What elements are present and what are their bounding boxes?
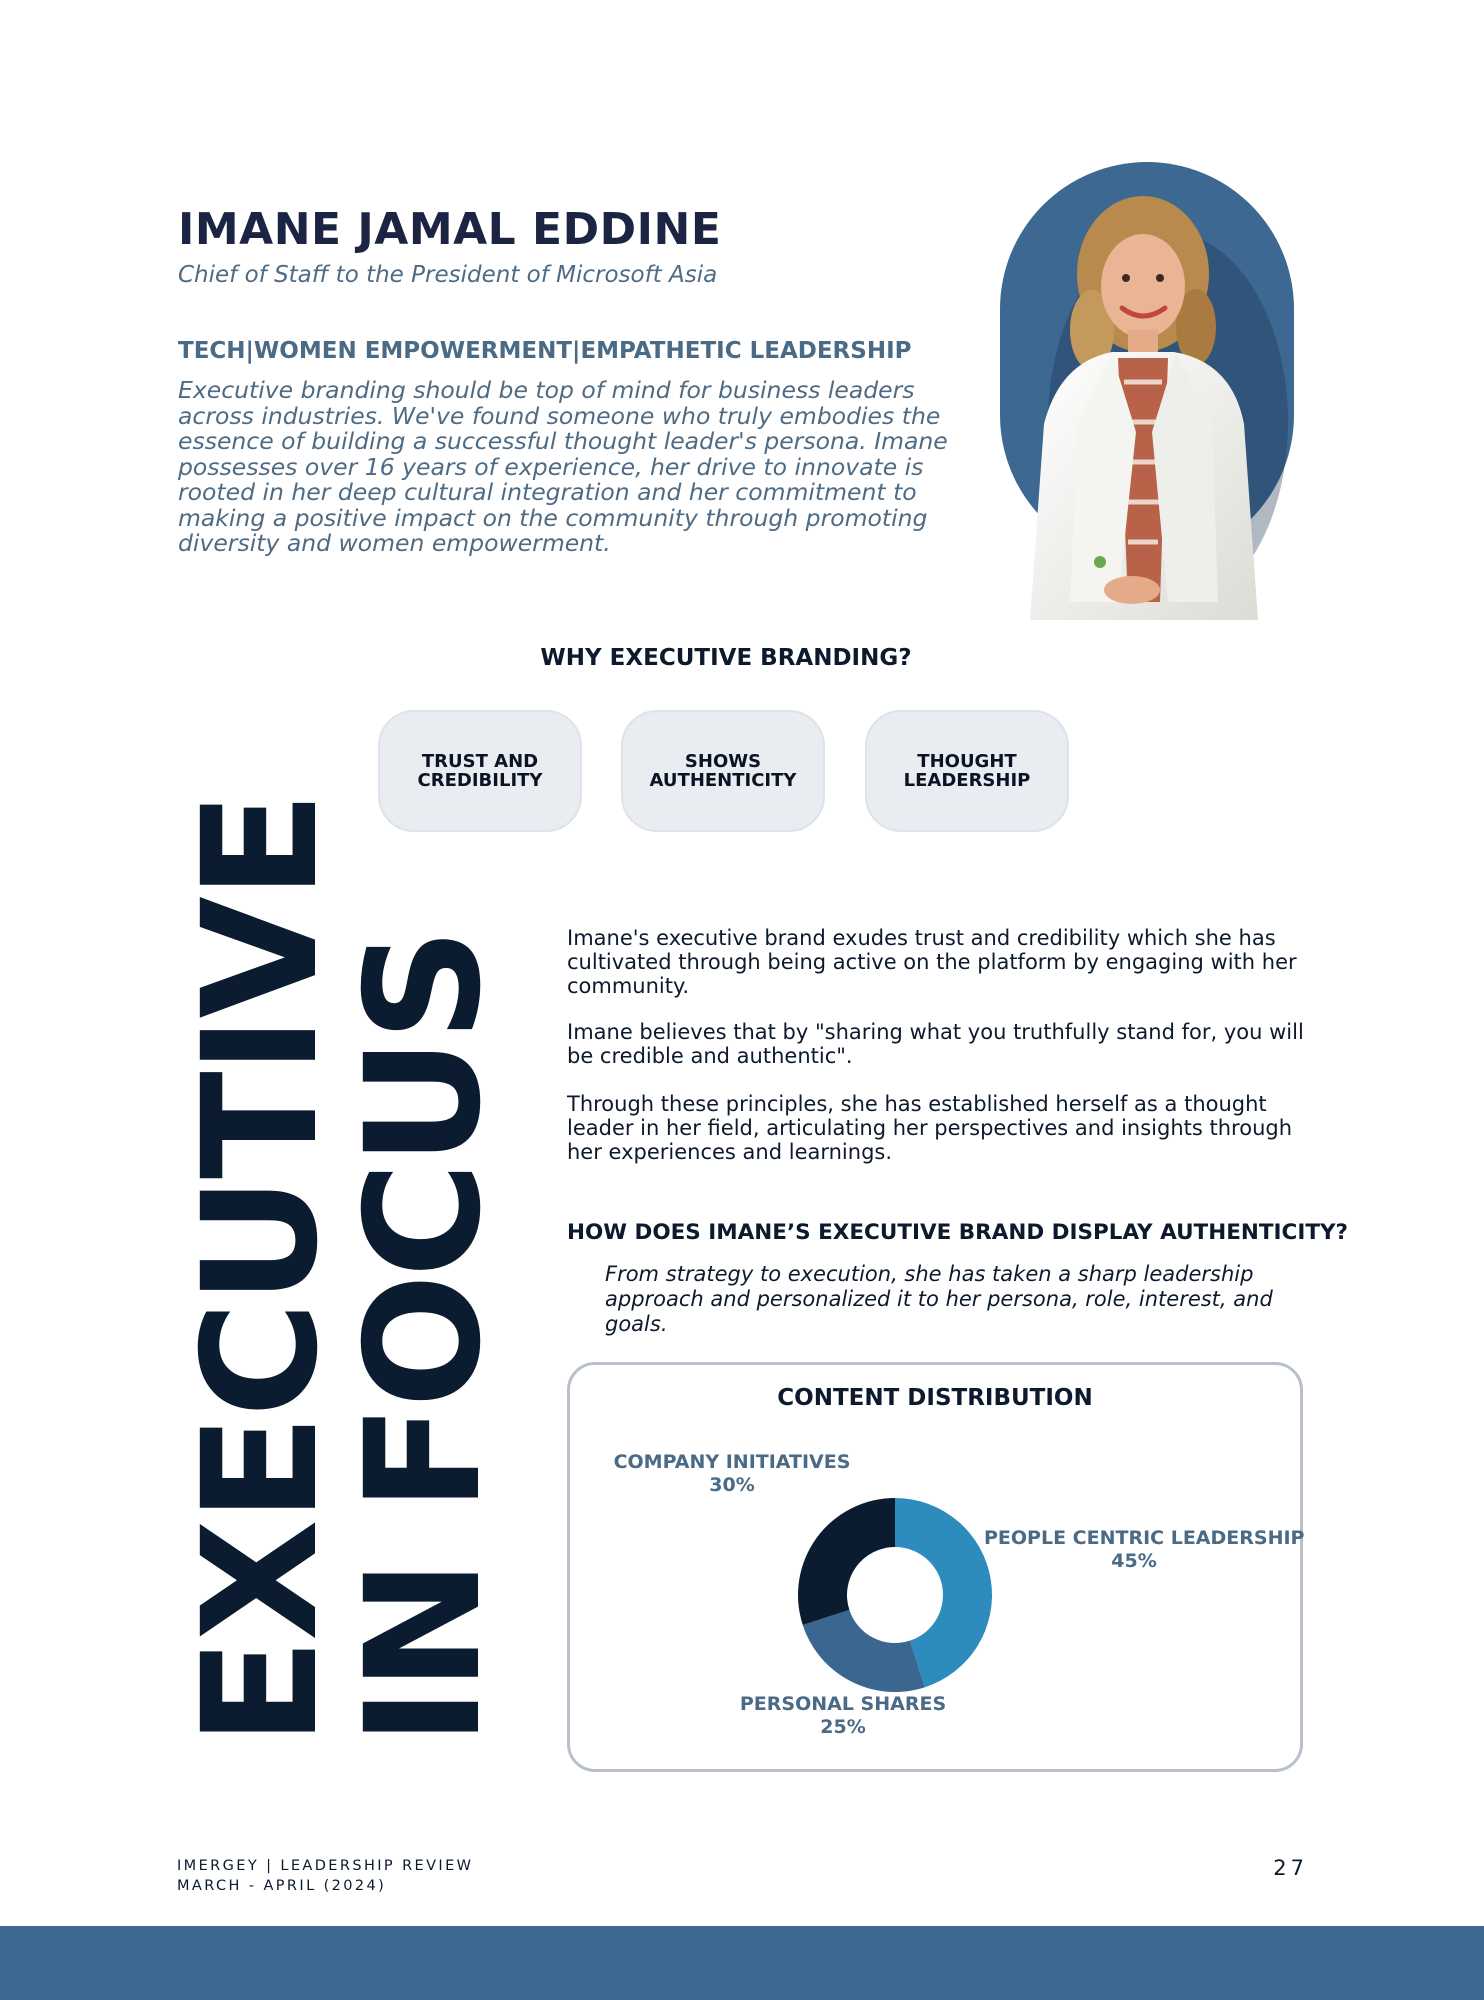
why-heading: WHY EXECUTIVE BRANDING? <box>540 645 912 671</box>
bottom-bar <box>0 1926 1484 2000</box>
profile-role: Chief of Staff to the President of Microsoft Asia <box>178 262 718 288</box>
label-value: 25% <box>820 1716 866 1738</box>
article-paragraph-1: Imane's executive brand exudes trust and credibility which she has cultivated through being active on the platform by engaging with her community. <box>567 926 1297 998</box>
authenticity-question: HOW DOES IMANE’S EXECUTIVE BRAND DISPLAY AUTHENTICITY? <box>567 1220 1349 1245</box>
label-name: PERSONAL SHARES <box>739 1693 947 1715</box>
pill-thought-leadership <box>865 710 1069 832</box>
profile-tags: TECH|WOMEN EMPOWERMENT|EMPATHETIC LEADERSHIP <box>178 338 912 364</box>
page-number: 27 <box>1273 1856 1308 1880</box>
content-distribution-card <box>567 1362 1303 1772</box>
label-name: COMPANY INITIATIVES <box>613 1451 851 1473</box>
label-name: PEOPLE CENTRIC LEADERSHIP <box>984 1527 1305 1549</box>
portrait-photo <box>1000 162 1294 620</box>
footer-issue-date: MARCH - APRIL (2024) <box>177 1878 387 1894</box>
donut-slice-personal-shares <box>803 1610 925 1692</box>
vertical-title-in-focus: IN FOCUS <box>332 931 516 1746</box>
label-value: 30% <box>709 1474 755 1496</box>
vertical-title-executive: EXECUTIVE <box>169 794 353 1746</box>
label-people-centric-leadership <box>984 1527 1305 1573</box>
profile-intro: Executive branding should be top of mind for business leaders across industries. We've found someone who truly embodies the essence of building a successful thought leader's persona. Imane possesses over 16 years of experience, her drive to innovate is rooted in her deep cultural integration and her commitment to making a positive impact on the community through promoting diversity and women empowerment. <box>178 376 948 557</box>
label-company-initiatives <box>612 1451 852 1497</box>
pill-trust-credibility <box>378 710 582 832</box>
donut-slice-company-initiatives <box>798 1498 895 1625</box>
profile-name: IMANE JAMAL EDDINE <box>178 204 722 255</box>
pill-label: THOUGHT LEADERSHIP <box>903 751 1031 791</box>
article-paragraph-3: Through these principles, she has established herself as a thought leader in her field, articulating her perspectives and insights through her experiences and learnings. <box>567 1092 1293 1164</box>
donut-chart <box>785 1485 1005 1705</box>
footer-publication: IMERGEY | LEADERSHIP REVIEW <box>177 1858 474 1874</box>
pill-label: TRUST AND CREDIBILITY <box>417 751 543 791</box>
article-paragraph-2: Imane believes that by "sharing what you truthfully stand for, you will be credible and authentic". <box>567 1020 1304 1068</box>
label-value: 45% <box>1111 1550 1157 1572</box>
pill-shows-authenticity <box>621 710 825 832</box>
authenticity-answer: From strategy to execution, she has taken a sharp leadership approach and personalized it to her persona, role, interest, and goals. <box>605 1262 1273 1336</box>
pill-label: SHOWS AUTHENTICITY <box>649 751 797 791</box>
chart-title: CONTENT DISTRIBUTION <box>777 1385 1093 1411</box>
label-personal-shares <box>723 1693 963 1739</box>
